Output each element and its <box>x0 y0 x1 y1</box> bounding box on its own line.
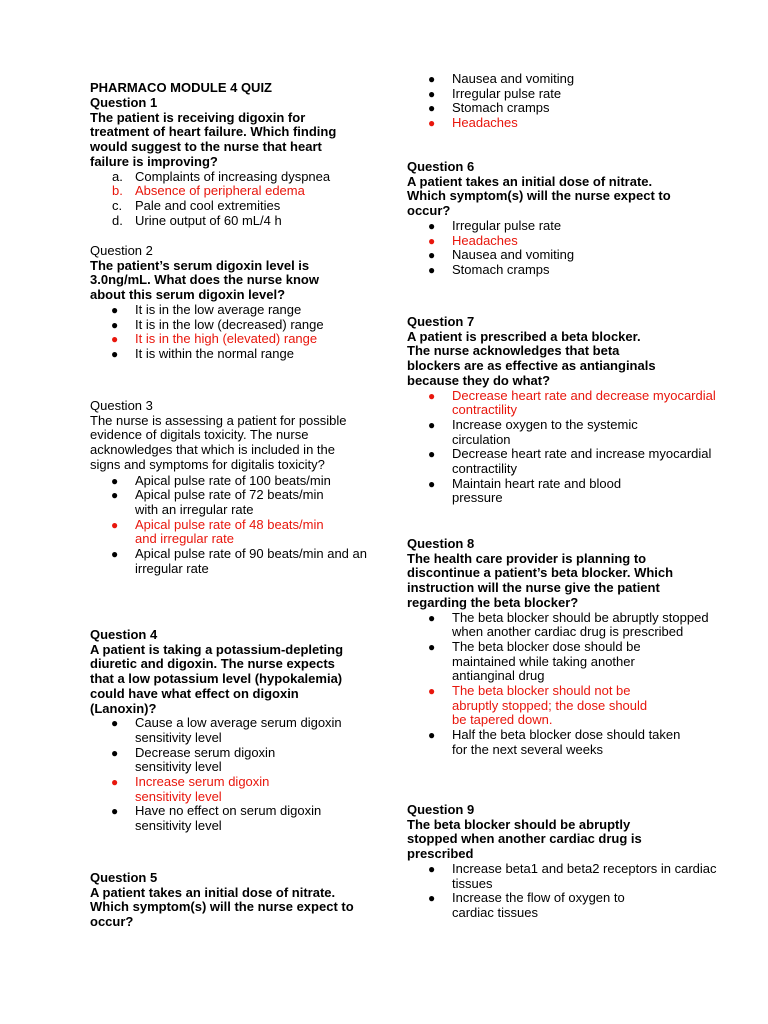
option-text: Irregular pulse rate <box>452 217 562 233</box>
answer-option <box>407 263 682 278</box>
bullet-icon: ● <box>111 716 119 731</box>
answer-option-correct <box>90 332 365 347</box>
bullet-icon: ● <box>428 116 436 131</box>
bullet-icon: ● <box>428 248 436 263</box>
option-text: Increase the flow of oxygen to cardiac tissues <box>452 890 625 920</box>
answer-option <box>407 219 682 234</box>
bullet-icon: ● <box>111 804 119 819</box>
question-text: The nurse is assessing a patient for possible evidence of digitals toxicity. The nurse acknowledges that which is included in the signs and symptoms for digitalis toxicity? <box>90 412 347 472</box>
answer-option <box>407 101 682 116</box>
option-text: Pale and cool extremities <box>135 197 281 213</box>
question-text: A patient is prescribed a beta blocker. The nurse acknowledges that beta blockers are as effective as antianginals because they do what? <box>407 328 656 388</box>
answer-option <box>90 474 365 489</box>
question-label: Question 3 <box>90 398 153 413</box>
question-label: Question 5 <box>90 870 158 885</box>
bullet-icon: ● <box>111 547 119 562</box>
question-block-1 <box>90 96 365 228</box>
question-text: The health care provider is planning to discontinue a patient’s beta blocker. Which instruction will the nurse give the patient regarding the beta blocker? <box>407 550 674 610</box>
bullet-icon: ● <box>428 417 436 432</box>
option-text: Decrease heart rate and increase myocardial contractility <box>452 446 712 477</box>
option-text: Cause a low average serum digoxin sensitivity level <box>135 715 342 745</box>
option-text: Stomach cramps <box>452 100 550 116</box>
option-text: The beta blocker dose should be maintained while taking another antianginal drug <box>452 638 641 684</box>
bullet-icon: ● <box>111 745 119 760</box>
question-block-7 <box>407 314 716 506</box>
option-text: Complaints of increasing dyspnea <box>135 168 331 184</box>
bullet-icon: ● <box>428 610 436 625</box>
option-text: It is in the low (decreased) range <box>135 316 324 332</box>
answer-option <box>407 862 722 891</box>
bullet-icon: ● <box>111 473 119 488</box>
answer-option-correct <box>407 234 682 249</box>
bullet-icon: ● <box>428 639 436 654</box>
bullet-icon: ● <box>111 317 119 332</box>
option-text: Stomach cramps <box>452 261 550 277</box>
bullet-icon: ● <box>428 72 436 86</box>
question-label: Question 8 <box>407 536 475 551</box>
option-text: Nausea and vomiting <box>452 247 575 263</box>
answer-option-correct <box>407 389 722 418</box>
question-label: Question 7 <box>407 314 475 329</box>
question-text: The beta blocker should be abruptly stopped when another cardiac drug is prescribed <box>407 816 642 862</box>
option-text: It is in the high (elevated) range <box>135 331 318 347</box>
question-text: The patient is receiving digoxin for treatment of heart failure. Which finding would suggest to the nurse that heart failure is improving? <box>90 109 337 169</box>
bullet-icon: ● <box>428 86 436 101</box>
answer-option <box>407 611 722 640</box>
answer-option <box>90 214 365 229</box>
answer-option <box>90 303 365 318</box>
option-text: Half the beta blocker dose should taken for the next several weeks <box>452 727 681 757</box>
answer-option-correct <box>90 775 295 804</box>
option-text: Increase beta1 and beta2 receptors in cardiac tissues <box>452 860 717 891</box>
answer-option <box>407 418 652 447</box>
question-block-8 <box>407 536 709 758</box>
bullet-icon: ● <box>111 517 119 532</box>
question-text: A patient takes an initial dose of nitrate. Which symptom(s) will the nurse expect to occur? <box>407 173 671 219</box>
bullet-icon: ● <box>428 233 436 248</box>
answer-option <box>90 804 335 833</box>
option-text: Headaches <box>452 115 518 131</box>
answer-option-correct <box>90 518 335 547</box>
bullet-icon: ● <box>428 728 436 743</box>
question-label: Question 1 <box>90 95 158 110</box>
option-letter: d. <box>112 212 123 228</box>
bullet-icon: ● <box>428 684 436 699</box>
question-block-4 <box>90 628 365 834</box>
answer-option <box>407 72 682 87</box>
answer-option <box>90 347 365 362</box>
question-block-9 <box>407 802 717 921</box>
answer-option <box>407 87 682 102</box>
option-text: It is within the normal range <box>135 345 294 361</box>
option-text: Decrease heart rate and decrease myocardial contractility <box>452 387 716 418</box>
answer-option <box>407 248 682 263</box>
answer-option <box>90 170 365 185</box>
option-text: The beta blocker should not be abruptly stopped; the dose should be tapered down. <box>452 683 648 728</box>
option-text: It is in the low average range <box>135 301 302 317</box>
answer-option <box>90 746 295 775</box>
option-text: Apical pulse rate of 48 beats/min and irregular rate <box>135 516 324 547</box>
bullet-icon: ● <box>428 101 436 116</box>
answer-option <box>407 477 652 506</box>
question-block-3 <box>90 399 365 576</box>
option-text: Have no effect on serum digoxin sensitivity level <box>135 803 322 834</box>
answer-option <box>90 318 365 333</box>
quiz-title-block <box>90 81 365 96</box>
option-letter: c. <box>112 197 123 213</box>
question-block-6 <box>407 160 682 278</box>
answer-option-correct <box>407 116 682 131</box>
question-text: The patient’s serum digoxin level is 3.0ng/mL. What does the nurse know about this serum digoxin level? <box>90 257 319 303</box>
answer-option <box>90 488 335 517</box>
bullet-icon: ● <box>428 262 436 277</box>
option-text: Decrease serum digoxin sensitivity level <box>135 744 276 775</box>
option-letter: b. <box>112 183 123 199</box>
option-text: Apical pulse rate of 72 beats/min with an irregular rate <box>135 487 324 517</box>
bullet-icon: ● <box>428 388 436 403</box>
question-label: Question 2 <box>90 243 153 258</box>
answer-option <box>407 891 652 920</box>
answer-option <box>90 547 370 576</box>
answer-option <box>407 640 672 684</box>
option-text: Headaches <box>452 232 518 248</box>
question-block-5 <box>90 871 365 930</box>
question-label: Question 4 <box>90 627 158 642</box>
question-text: A patient takes an initial dose of nitrate. Which symptom(s) will the nurse expect to occur? <box>90 884 354 930</box>
option-text: Urine output of 60 mL/4 h <box>135 212 282 228</box>
option-text: Apical pulse rate of 90 beats/min and an irregular rate <box>135 546 367 576</box>
bullet-icon: ● <box>428 447 436 462</box>
question-label: Question 6 <box>407 159 475 174</box>
answer-option-correct <box>407 684 662 728</box>
question-label: Question 9 <box>407 802 475 817</box>
option-text: Increase oxygen to the systemic circulation <box>452 416 638 447</box>
option-text: The beta blocker should be abruptly stopped when another cardiac drug is prescribed <box>452 609 709 640</box>
bullet-icon: ● <box>428 861 436 876</box>
quiz-title: PHARMACO MODULE 4 QUIZ <box>90 80 272 95</box>
bullet-icon: ● <box>428 476 436 491</box>
bullet-icon: ● <box>111 332 119 347</box>
bullet-icon: ● <box>428 218 436 233</box>
answer-option <box>90 716 367 745</box>
option-text: Nausea and vomiting <box>452 71 575 86</box>
bullet-icon: ● <box>111 346 119 361</box>
question-block-2 <box>90 244 365 362</box>
answer-option <box>407 447 722 476</box>
option-text: Irregular pulse rate <box>452 85 562 101</box>
option-letter: a. <box>112 168 123 184</box>
option-text: Maintain heart rate and blood pressure <box>452 475 622 506</box>
bullet-icon: ● <box>428 891 436 906</box>
question-text: A patient is taking a potassium-depleting diuretic and digoxin. The nurse expects that a low potassium level (hypokalemia) could have what effect on digoxin (Lanoxin)? <box>90 641 344 716</box>
answer-option <box>407 728 697 757</box>
answer-option <box>90 199 365 214</box>
bullet-icon: ● <box>111 775 119 790</box>
question-block-5-options <box>407 72 682 131</box>
bullet-icon: ● <box>111 488 119 503</box>
option-text: Apical pulse rate of 100 beats/min <box>135 472 331 488</box>
option-text: Absence of peripheral edema <box>135 183 305 199</box>
option-text: Increase serum digoxin sensitivity level <box>135 774 270 804</box>
answer-option-correct <box>90 184 365 199</box>
bullet-icon: ● <box>111 302 119 317</box>
